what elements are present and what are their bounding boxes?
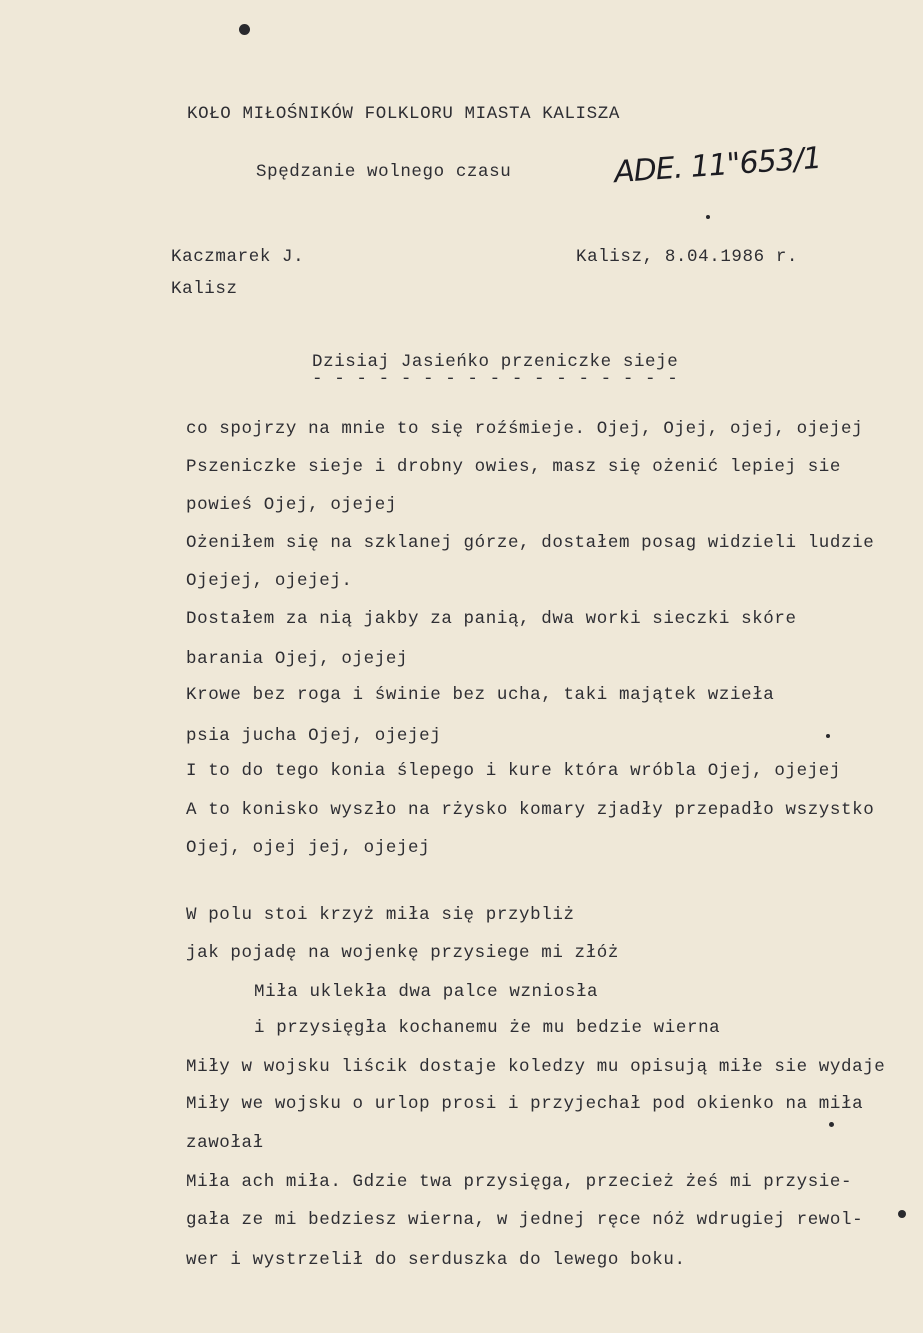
verse-line: Ojej, ojej jej, ojejej (186, 838, 431, 858)
verse-line: gała ze mi bedziesz wierna, w jednej ręce nóż wdrugiej rewol- (186, 1210, 864, 1230)
ink-spot (898, 1210, 906, 1218)
verse-line: wer i wystrzelił do serduszka do lewego boku. (186, 1250, 686, 1270)
verse-line: Ożeniłem się na szklanej górze, dostałem posag widzieli ludzie (186, 533, 875, 553)
verse-line: Dostałem za nią jakby za panią, dwa worki sieczki skóre (186, 609, 797, 629)
verse-line: Ojejej, ojejej. (186, 571, 353, 591)
author-name: Kaczmarek J. (171, 247, 305, 267)
verse-line: Krowe bez roga i świnie bez ucha, taki majątek wzieła (186, 685, 775, 705)
verse-line: zawołał (186, 1133, 264, 1153)
verse-line: Miła uklekła dwa palce wzniosła (254, 982, 599, 1002)
verse-line: jak pojadę na wojenkę przysiege mi złóż (186, 943, 619, 963)
archive-mark: ADE. 11"653/1 (613, 140, 823, 191)
title-underline: - - - - - - - - - - - - - - - - - (312, 369, 679, 389)
place-date: Kalisz, 8.04.1986 r. (576, 247, 799, 267)
author-city: Kalisz (171, 279, 238, 299)
verse-line: Pszeniczke sieje i drobny owies, masz się ożenić lepiej sie (186, 457, 842, 477)
verse-line: co spojrzy na mnie to się roźśmieje. Ojej, Ojej, ojej, ojejej (186, 419, 864, 439)
verse-line: barania Ojej, ojejej (186, 649, 409, 669)
verse-line: Miły we wojsku o urlop prosi i przyjechał pod okienko na miła (186, 1094, 864, 1114)
verse-line: I to do tego konia ślepego i kure która wróbla Ojej, ojejej (186, 761, 842, 781)
verse-line: A to konisko wyszło na rżysko komary zjadły przepadło wszystko (186, 800, 875, 820)
song-title: Dzisiaj Jasieńko przeniczke sieje (312, 352, 679, 372)
document-subtitle: Spędzanie wolnego czasu (256, 162, 512, 182)
ink-spot (826, 734, 830, 738)
verse-line: Miły w wojsku liścik dostaje koledzy mu opisują miłe sie wydaje (186, 1057, 886, 1077)
verse-line: i przysięgła kochanemu że mu bedzie wierna (254, 1018, 721, 1038)
ink-spot (239, 24, 250, 35)
ink-spot (706, 215, 710, 219)
verse-line: W polu stoi krzyż miła się przybliż (186, 905, 575, 925)
organization-heading: KOŁO MIŁOŚNIKÓW FOLKLORU MIASTA KALISZA (187, 104, 620, 124)
verse-line: powieś Ojej, ojejej (186, 495, 397, 515)
verse-line: psia jucha Ojej, ojejej (186, 726, 442, 746)
verse-line: Miła ach miła. Gdzie twa przysięga, przecież żeś mi przysie- (186, 1172, 853, 1192)
ink-spot (829, 1122, 834, 1127)
